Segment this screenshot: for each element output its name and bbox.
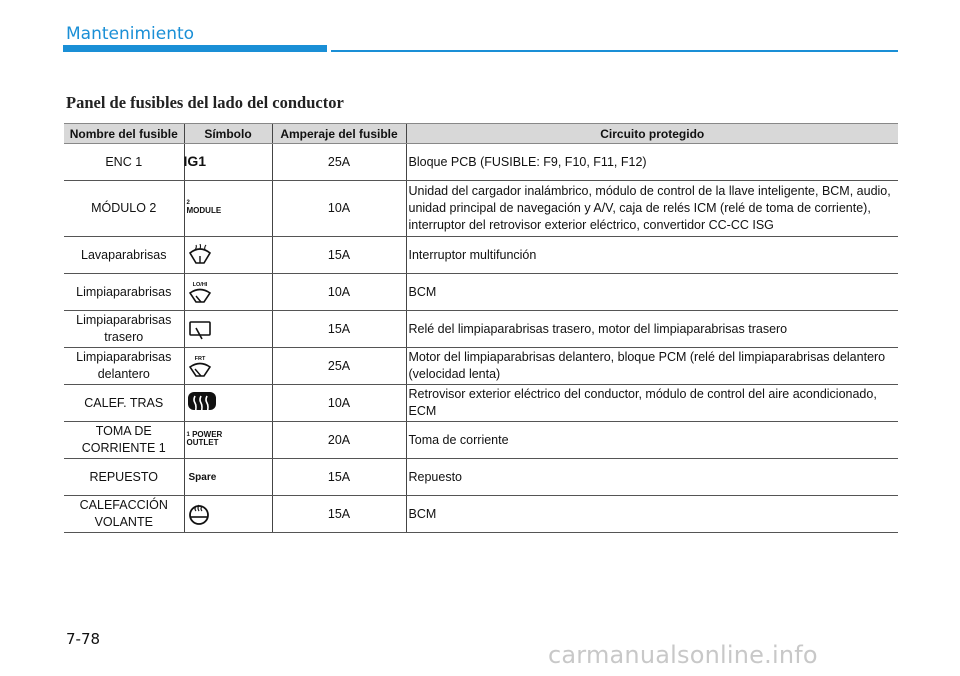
front-wiper-label: FRT <box>194 356 205 362</box>
fuse-circuit: Repuesto <box>406 459 898 496</box>
fuse-circuit: BCM <box>406 496 898 533</box>
rear-defrost-icon <box>187 390 217 416</box>
fuse-name: MÓDULO 2 <box>64 181 184 237</box>
fuse-symbol <box>184 237 272 274</box>
spare-symbol: Spare <box>188 472 217 483</box>
fuse-amperage: 25A <box>272 144 406 181</box>
fuse-circuit: Interruptor multifunción <box>406 237 898 274</box>
module-symbol-label: MODULE <box>186 206 222 215</box>
module-symbol <box>187 199 222 215</box>
col-header-circuit: Circuito protegido <box>406 124 898 144</box>
table-row <box>64 237 898 274</box>
fuse-symbol <box>184 181 272 237</box>
fuse-table <box>64 123 898 533</box>
fuse-symbol <box>184 459 272 496</box>
power-outlet-symbol <box>187 431 227 447</box>
fuse-name: Lavaparabrisas <box>64 237 184 274</box>
col-header-symbol: Símbolo <box>184 124 272 144</box>
table-row <box>64 348 898 385</box>
table-row <box>64 274 898 311</box>
wiper-lo-hi-icon <box>187 280 213 304</box>
table-row <box>64 311 898 348</box>
fuse-circuit: Bloque PCB (FUSIBLE: F9, F10, F11, F12) <box>406 144 898 181</box>
table-header-row <box>64 124 898 144</box>
header-rule-thin <box>331 50 898 52</box>
fuse-circuit: Unidad del cargador inalámbrico, módulo de control de la llave inteligente, BCM, audio, unidad principal de navegación y A/V, caja de relés ICM (relé de toma de corriente), interruptor del retrovisor exterior eléctrico, convertidor CC-CC ISG <box>406 181 898 237</box>
fuse-name: TOMA DE CORRIENTE 1 <box>64 422 184 459</box>
rear-wiper-icon <box>187 318 213 340</box>
fuse-circuit: Relé del limpiaparabrisas trasero, motor del limpiaparabrisas trasero <box>406 311 898 348</box>
table-row <box>64 385 898 422</box>
page-number: 7-78 <box>66 630 101 648</box>
fuse-symbol <box>184 422 272 459</box>
fuse-amperage: 15A <box>272 496 406 533</box>
table-row <box>64 144 898 181</box>
wiper-lo-hi-label: LO/HI <box>192 282 207 288</box>
front-wiper-icon <box>187 354 213 378</box>
fuse-symbol <box>184 348 272 385</box>
fuse-amperage: 20A <box>272 422 406 459</box>
fuse-name: REPUESTO <box>64 459 184 496</box>
fuse-name: CALEF. TRAS <box>64 385 184 422</box>
table-row <box>64 496 898 533</box>
fuse-name: Limpiaparabrisas <box>64 274 184 311</box>
fuse-circuit: Toma de corriente <box>406 422 898 459</box>
fuse-symbol <box>184 144 272 181</box>
fuse-circuit: BCM <box>406 274 898 311</box>
fuse-amperage: 25A <box>272 348 406 385</box>
heated-steering-wheel-icon <box>187 502 211 526</box>
table-row <box>64 181 898 237</box>
module-symbol-number: 2 <box>186 200 190 206</box>
col-header-name: Nombre del fusible <box>64 124 184 144</box>
fuse-symbol <box>184 311 272 348</box>
fuse-name: ENC 1 <box>64 144 184 181</box>
header-rule-thick <box>63 45 327 52</box>
fuse-symbol <box>184 385 272 422</box>
fuse-name: Limpiaparabrisas delantero <box>64 348 184 385</box>
fuse-symbol <box>184 274 272 311</box>
power-outlet-symbol-label: POWER OUTLET <box>186 429 223 447</box>
fuse-name: CALEFACCIÓN VOLANTE <box>64 496 184 533</box>
fuse-amperage: 10A <box>272 181 406 237</box>
fuse-symbol <box>184 496 272 533</box>
washer-icon <box>187 244 213 266</box>
table-row <box>64 459 898 496</box>
section-title: Mantenimiento <box>66 24 195 44</box>
watermark: carmanualsonline.info <box>548 641 818 669</box>
col-header-amperage: Amperaje del fusible <box>272 124 406 144</box>
power-outlet-symbol-number: 1 <box>186 431 190 438</box>
fuse-circuit: Retrovisor exterior eléctrico del conductor, módulo de control del aire acondicionado, ECM <box>406 385 898 422</box>
fuse-amperage: 15A <box>272 459 406 496</box>
fuse-amperage: 10A <box>272 274 406 311</box>
fuse-name: Limpiaparabrisas trasero <box>64 311 184 348</box>
fuse-amperage: 15A <box>272 237 406 274</box>
fuse-amperage: 15A <box>272 311 406 348</box>
ig1-symbol: IG1 <box>183 153 207 169</box>
panel-title: Panel de fusibles del lado del conductor <box>66 93 344 112</box>
fuse-amperage: 10A <box>272 385 406 422</box>
table-row <box>64 422 898 459</box>
fuse-circuit: Motor del limpiaparabrisas delantero, bloque PCM (relé del limpiaparabrisas delantero (velocidad lenta) <box>406 348 898 385</box>
